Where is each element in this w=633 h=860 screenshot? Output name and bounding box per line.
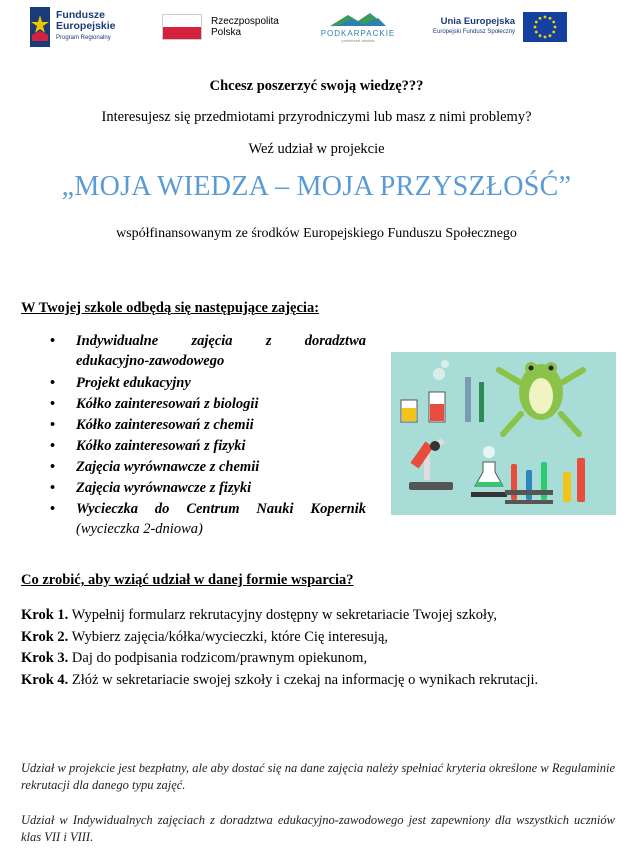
logo-bar (0, 0, 633, 56)
bullet-icon: • (50, 375, 56, 391)
activity-3: Kółko zainteresowań z chemii (76, 417, 254, 433)
invitation-text: Weź udział w projekcie (248, 141, 385, 157)
note-free-participation: Udział w projekcie jest bezpłatny, ale aby dostać się na dane zajęcia należy spełniać kryteria określone w Regulaminie rekrutacji dla danego typu zajęć. (21, 761, 615, 792)
list-item (50, 459, 260, 476)
step-1 (21, 605, 615, 627)
pk-name: PODKARPACKIE (320, 29, 396, 38)
logo-rzeczpospolita-polska (162, 6, 279, 48)
bullet-icon: • (50, 417, 56, 433)
step-2-text: Wybierz zajęcia/kółka/wycieczki, które Cię interesują, (68, 628, 389, 645)
logo-fundusze-europejskie (30, 6, 116, 48)
activity-0-line2: edukacyjno-zawodowego (76, 353, 225, 369)
subheadline-question: Interesujesz się przedmiotami przyrodniczymi lub masz z nimi problemy? (101, 109, 532, 125)
ue-line1: Unia Europejska (440, 16, 516, 27)
mountains-icon (328, 11, 388, 27)
activities-heading: W Twojej szkole odbędą się następujące zajęcia: (21, 300, 320, 316)
step-1-label: Krok 1. (21, 607, 69, 623)
step-1-text: Wypełnij formularz rekrutacyjny dostępny w sekretariacie Twojej szkoły, (68, 607, 497, 623)
bullet-icon: • (50, 438, 56, 454)
step-3 (21, 648, 615, 670)
bullet-icon: • (50, 333, 56, 349)
activity-5: Zajęcia wyrównawcze z chemii (76, 459, 260, 475)
list-item (50, 396, 259, 413)
howto-heading: Co zrobić, aby wziąć udział w danej formie wsparcia? (21, 572, 354, 588)
list-item (50, 333, 366, 350)
list-item (50, 417, 254, 434)
step-4 (21, 670, 615, 692)
steps-list (21, 605, 615, 691)
activity-1: Projekt edukacyjny (76, 375, 191, 391)
activity-4: Kółko zainteresowań z fizyki (76, 438, 246, 454)
activity-7-line2: (wycieczka 2-dniowa) (76, 521, 203, 537)
activity-0-line1: Indywidualne zajęcia z doradztwa (76, 333, 366, 349)
step-4-label: Krok 4. (21, 671, 69, 688)
list-item (50, 438, 246, 455)
step-3-label: Krok 3. (21, 650, 69, 666)
headline-question: Chcesz poszerzyć swoją wiedzę??? (209, 78, 424, 94)
step-3-text: Daj do podpisania rodzicom/prawnym opiekunom, (68, 650, 368, 666)
list-item-continued (76, 521, 203, 538)
step-2 (21, 627, 615, 649)
cofinancing-text: współfinansowanym ze środków Europejskiego Funduszu Społecznego (116, 226, 517, 241)
rp-line2: Polska (211, 27, 242, 38)
bullet-icon: • (50, 396, 56, 412)
note-career-counseling: Udział w Indywidualnych zajęciach z doradztwa edukacyjno-zawodowego jest zapewniony dla wszystkich uczniów klas VII i VIII. (21, 813, 615, 844)
ue-line2: Europejski Fundusz Społeczny (433, 29, 516, 35)
list-item (50, 480, 252, 497)
rp-line1: Rzeczpospolita (211, 16, 279, 27)
list-item-continued (76, 353, 224, 370)
step-2-label: Krok 2. (21, 628, 69, 645)
project-title: „MOJA WIEDZA – MOJA PRZYSZŁOŚĆ” (61, 171, 572, 202)
pk-tagline: przestrzeń otwarta (341, 38, 375, 43)
logo-unia-europejska (433, 6, 567, 48)
logo-podkarpackie (318, 6, 398, 48)
polish-flag-icon (162, 14, 202, 40)
fe-star-icon (30, 7, 50, 47)
fe-line1: Fundusze (56, 9, 105, 21)
fe-line2: Europejskie (56, 20, 116, 32)
bullet-icon: • (50, 501, 56, 517)
eu-flag-icon (523, 12, 567, 42)
activity-2: Kółko zainteresowań z biologii (76, 396, 259, 412)
bullet-icon: • (50, 480, 56, 496)
science-lab-illustration (391, 352, 616, 515)
activity-6: Zajęcia wyrównawcze z fizyki (76, 480, 252, 496)
list-item (50, 501, 366, 518)
activity-7-line1: Wycieczka do Centrum Nauki Kopernik (76, 501, 366, 517)
list-item (50, 375, 191, 392)
bullet-icon: • (50, 459, 56, 475)
step-4-text: Złóż w sekretariacie swojej szkoły i czekaj na informację o wynikach rekrutacji. (68, 671, 539, 688)
fe-line3: Program Regionalny (56, 35, 111, 41)
